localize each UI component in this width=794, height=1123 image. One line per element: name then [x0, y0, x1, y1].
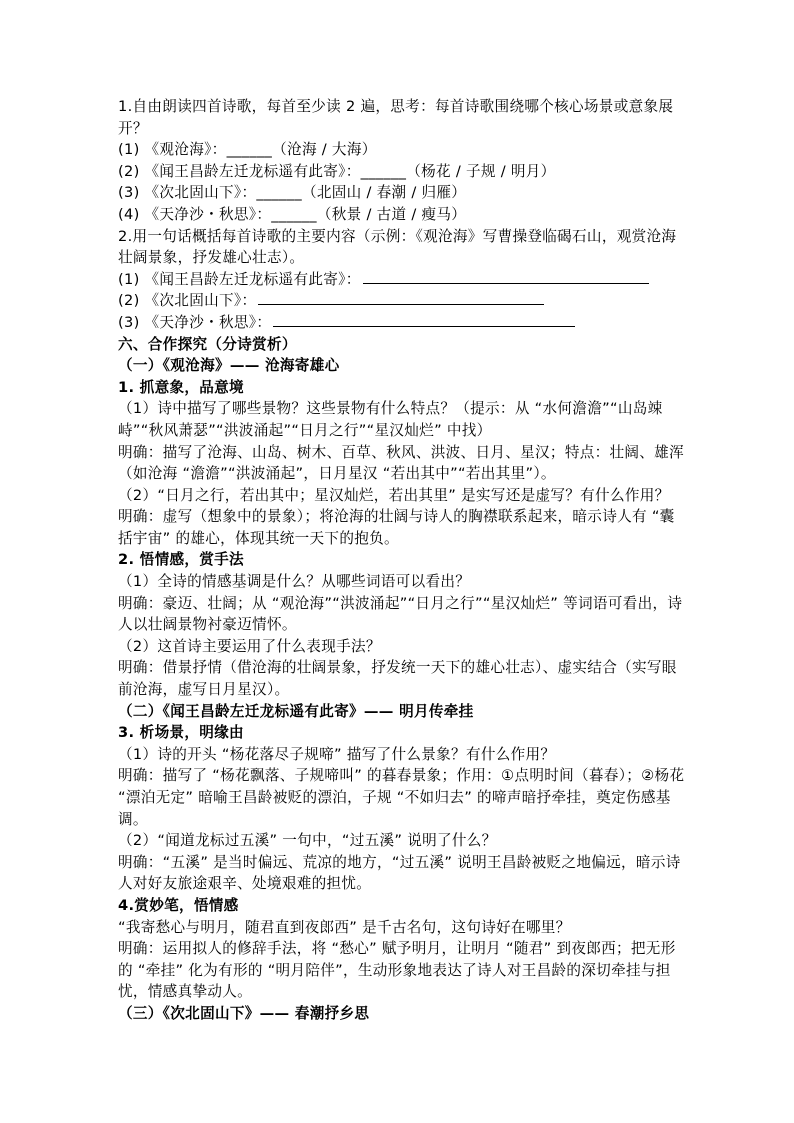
- fill-item-2: (2) 《闻王昌龄左迁龙标遥有此寄》：______（杨花 / 子规 / 明月）: [118, 162, 556, 180]
- answer-text: 明确：豪迈、壮阔；从 “观沧海”“洪波涌起”“日月之行”“星汉灿烂” 等词语可看出，诗人以壮阔景物衬豪迈情怀。: [118, 594, 683, 634]
- point-heading-1: 1. 抓意象，品意境: [118, 378, 244, 396]
- question-2: 2.用一句话概括每首诗歌的主要内容（示例：《观沧海》写曹操登临碣石山，观赏沧海壮阔景象，抒发雄心壮志）。: [118, 227, 677, 267]
- summary-item-1: [118, 269, 686, 291]
- question-1: 1.自由朗读四首诗歌，每首至少读 2 遍，思考：每首诗歌围绕哪个核心场景或意象展开？: [118, 98, 674, 137]
- question-text: （1）诗的开头 “杨花落尽子规啼” 描写了什么景象？有什么作用？: [118, 745, 556, 763]
- answer-text: 明确：描写了沧海、山岛、树木、百草、秋风、洪波、日月、星汉；特点：壮阔、雄浑（如沧海 “澹澹”“洪波涌起”，日月星汉 “若出其中”“若出其里”）。: [118, 443, 684, 483]
- summary-item-3-label: (3) 《天净沙・秋思》：: [118, 313, 272, 331]
- fill-item-4: (4) 《天净沙・秋思》：______（秋景 / 古道 / 瘦马）: [118, 205, 467, 223]
- point-heading-4: 4.赏妙笔，悟情感: [118, 896, 239, 914]
- summary-item-2: [118, 290, 686, 312]
- point-heading-2: 2. 悟情感，赏手法: [118, 551, 244, 569]
- answer-blank-line: [273, 312, 575, 327]
- answer-text: 明确：借景抒情（借沧海的壮阔景象，抒发统一天下的雄心壮志）、虚实结合（实写眼前沧海，虚写日月星汉）。: [118, 659, 677, 699]
- answer-blank-line: [363, 269, 649, 284]
- subsection-heading-1: （一）《观沧海》—— 沧海寄雄心: [118, 357, 340, 375]
- summary-item-3: [118, 312, 686, 334]
- fill-item-1: (1) 《观沧海》：______（沧海 / 大海）: [118, 141, 377, 159]
- answer-text: 明确：描写了 “杨花飘落、子规啼叫” 的暮春景象；作用：①点明时间（暮春）；②杨花 “漂泊无定” 暗喻王昌龄被贬的漂泊，子规 “不如归去” 的啼声暗抒牵挂，奠定伤感基调。: [118, 767, 685, 828]
- question-text: （1）诗中描写了哪些景物？这些景物有什么特点？（提示：从 “水何澹澹”“山岛竦峙”“秋风萧瑟”“洪波涌起”“日月之行”“星汉灿烂” 中找）: [118, 400, 663, 439]
- point-heading-3: 3. 析场景，明缘由: [118, 724, 244, 742]
- question-text: （1）全诗的情感基调是什么？从哪些词语可以看出？: [118, 573, 471, 591]
- fill-item-3: (3) 《次北固山下》：______（北固山 / 春潮 / 归雁）: [118, 184, 467, 202]
- subsection-heading-2: （二）《闻王昌龄左迁龙标遥有此寄》—— 明月传牵挂: [118, 702, 474, 720]
- section-heading: 六、合作探究（分诗赏析）: [118, 335, 297, 353]
- question-text: “我寄愁心与明月，随君直到夜郎西” 是千古名句，这句诗好在哪里？: [118, 918, 571, 936]
- answer-text: 明确：运用拟人的修辞手法，将 “愁心” 赋予明月，让明月 “随君” 到夜郎西；把无形的 “牵挂” 化为有形的 “明月陪伴”，生动形象地表达了诗人对王昌龄的深切牵挂与担忧，情感真挚动人。: [118, 940, 676, 1001]
- question-text: （2）“闻道龙标过五溪” 一句中，“过五溪” 说明了什么？: [118, 832, 497, 850]
- question-text: （2）“日月之行，若出其中；星汉灿烂，若出其里” 是实写还是虚写？有什么作用？: [118, 486, 670, 504]
- summary-item-2-label: (2) 《次北固山下》：: [118, 292, 257, 310]
- document-page: [118, 96, 686, 1025]
- answer-text: 明确：“五溪” 是当时偏远、荒凉的地方，“过五溪” 说明王昌龄被贬之地偏远，暗示诗人对好友旅途艰辛、处境艰难的担忧。: [118, 853, 681, 893]
- question-text: （2）这首诗主要运用了什么表现手法？: [118, 637, 381, 655]
- answer-text: 明确：虚写（想象中的景象）；将沧海的壮阔与诗人的胸襟联系起来，暗示诗人有 “囊括宇宙” 的雄心，体现其统一天下的抱负。: [118, 508, 675, 547]
- summary-item-1-label: (1) 《闻王昌龄左迁龙标遥有此寄》：: [118, 270, 361, 288]
- subsection-heading-3: （三）《次北固山下》—— 春潮抒乡思: [118, 1004, 370, 1022]
- answer-blank-line: [258, 290, 544, 305]
